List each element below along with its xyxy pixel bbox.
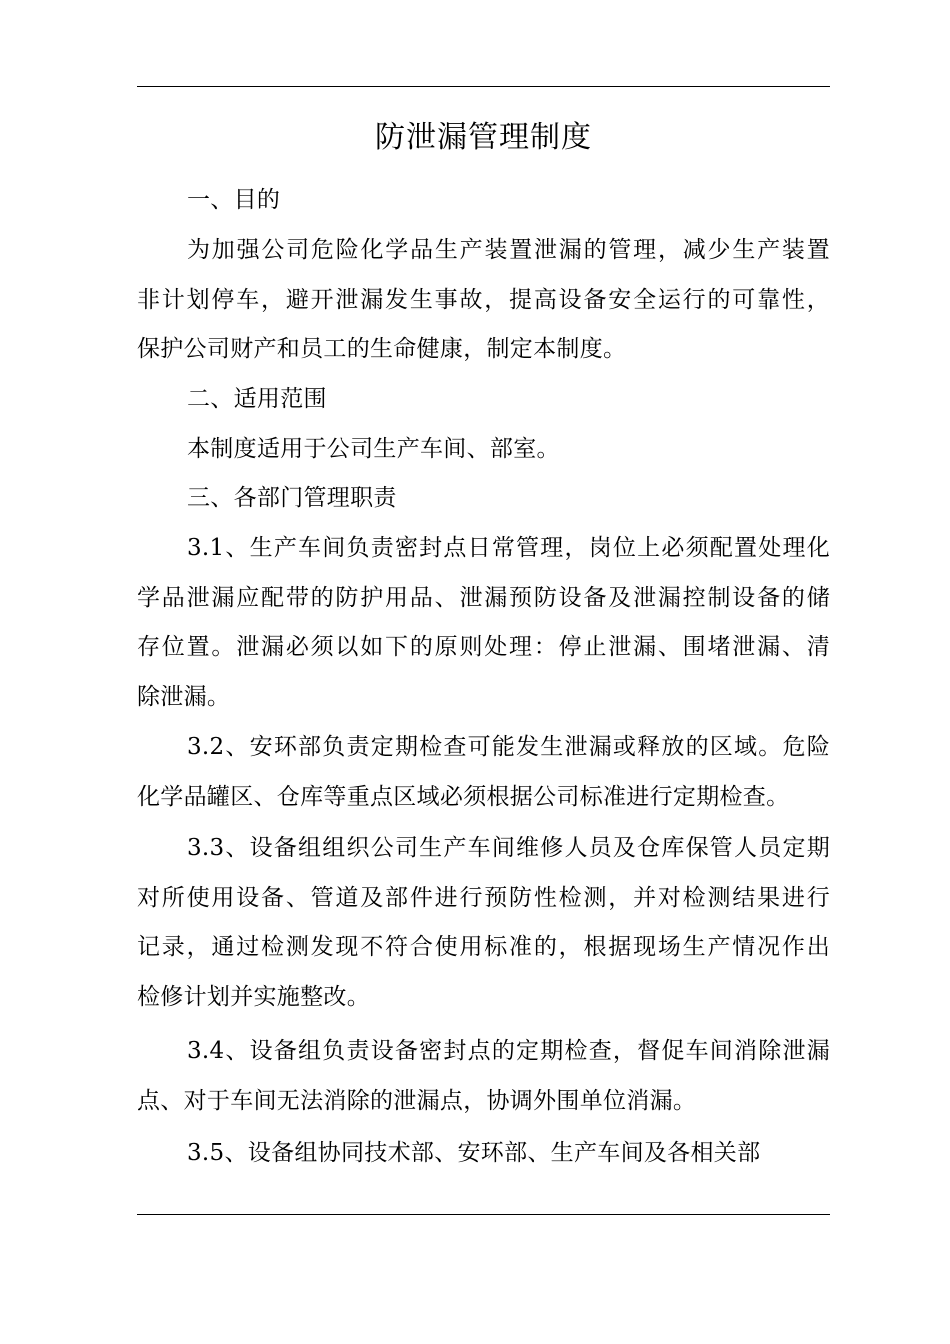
paragraph-line: 记录，通过检测发现不符合使用标准的，根据现场生产情况作出	[137, 934, 830, 960]
paragraph-line: 为加强公司危险化学品生产装置泄漏的管理，减少生产装置	[187, 237, 830, 263]
section-heading-purpose	[137, 176, 830, 226]
paragraph-line: 本制度适用于公司生产车间、部室。	[187, 436, 560, 462]
footer-rule	[137, 1214, 830, 1215]
paragraph-scope	[137, 425, 830, 475]
paragraph-item-3-2	[137, 723, 830, 822]
heading-text: 三、各部门管理职责	[187, 485, 397, 511]
heading-text: 一、目的	[187, 187, 281, 213]
paragraph-line: 3.3、设备组组织公司生产车间维修人员及仓库保管人员定期	[187, 835, 830, 861]
paragraph-item-3-5	[137, 1129, 830, 1179]
paragraph-line: 存位置。泄漏必须以如下的原则处理：停止泄漏、围堵泄漏、清	[137, 634, 830, 660]
paragraph-item-3-1	[137, 524, 830, 722]
paragraph-line: 3.1、生产车间负责密封点日常管理，岗位上必须配置处理化	[187, 535, 830, 561]
section-heading-scope	[137, 375, 830, 425]
paragraph-line: 3.4、设备组负责设备密封点的定期检查，督促车间消除泄漏	[187, 1038, 830, 1064]
paragraph-item-3-3	[137, 824, 830, 1022]
paragraph-line: 对所使用设备、管道及部件进行预防性检测，并对检测结果进行	[137, 884, 830, 911]
paragraph-line: 学品泄漏应配带的防护用品、泄漏预防设备及泄漏控制设备的储	[137, 584, 830, 611]
paragraph-line: 点、对于车间无法消除的泄漏点，协调外围单位消漏。	[137, 1087, 697, 1114]
paragraph-item-3-4	[137, 1027, 830, 1126]
paragraph-line: 非计划停车，避开泄漏发生事故，提高设备安全运行的可靠性，	[137, 286, 830, 313]
paragraph-line: 3.2、安环部负责定期检查可能发生泄漏或释放的区域。危险	[187, 734, 830, 760]
paragraph-line: 保护公司财产和员工的生命健康，制定本制度。	[137, 336, 627, 362]
document-title: 防泄漏管理制度	[375, 120, 592, 155]
paragraph-line: 检修计划并实施整改。	[137, 983, 370, 1010]
paragraph-line: 除泄漏。	[137, 683, 231, 710]
header-rule	[137, 86, 830, 87]
heading-text: 二、适用范围	[187, 386, 327, 412]
paragraph-line: 化学品罐区、仓库等重点区域必须根据公司标准进行定期检查。	[137, 783, 790, 810]
paragraph-purpose	[137, 226, 830, 375]
section-heading-duties	[137, 474, 830, 524]
paragraph-line: 3.5、设备组协同技术部、安环部、生产车间及各相关部	[187, 1140, 761, 1166]
